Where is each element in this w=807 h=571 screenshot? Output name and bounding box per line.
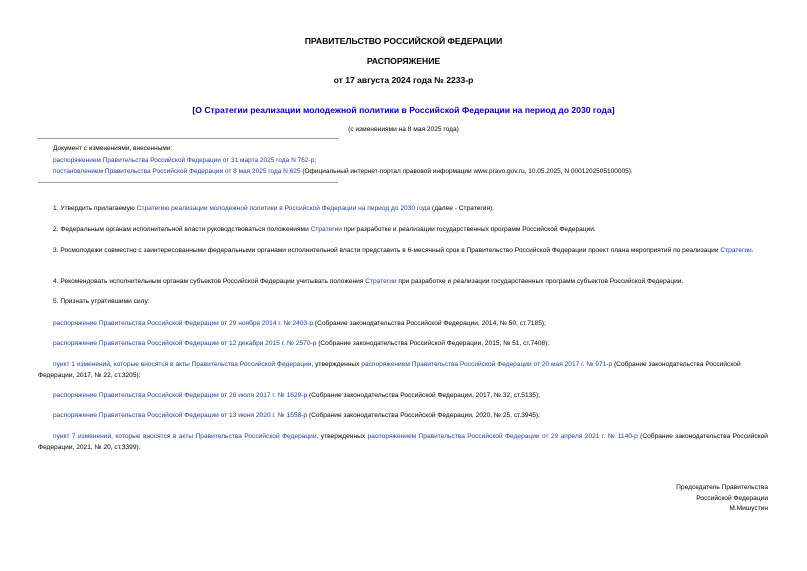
paragraph-text: (Собрание законодательства Российской Федерации, 2014, № 50, ст.7185);	[313, 320, 546, 327]
signature-name: М.Мишустин	[729, 505, 768, 512]
change-tail: (Официальный интернет-портал правовой информации www.pravo.gov.ru, 10.05.2025, N 0001202505100005).	[300, 168, 633, 175]
strategy-link[interactable]: Стратегию реализации молодежной политики в Российской Федерации на период до 2030 года	[136, 205, 431, 212]
repealed-link[interactable]: распоряжением Правительства Российской Федерации от 20 мая 2017 г. № 971-р	[361, 361, 613, 368]
paragraph-4	[38, 276, 768, 287]
paragraph-text: 1. Утвердить прилагаемую	[53, 205, 137, 212]
repealed-link[interactable]: распоряжение Правительства Российской Федерации от 13 июня 2020 г. № 1558-р	[53, 412, 308, 419]
paragraph-text: .	[751, 247, 754, 254]
repealed-item-2	[38, 338, 768, 349]
paragraph-5: 5. Признать утратившими силу:	[53, 298, 150, 305]
change-tail: ;	[314, 156, 317, 164]
paragraph-text: (Собрание законодательства Российской Федерации, 2021, № 20, ст.3399).	[38, 433, 768, 451]
paragraph-text: (далее - Стратегия).	[430, 205, 495, 212]
repealed-item-6	[38, 431, 768, 453]
change-link[interactable]: распоряжением Правительства Российской Федерации от 31 марта 2025 года N 762-р	[53, 156, 315, 164]
changes-block	[53, 143, 633, 178]
strategy-link[interactable]: Стратегии	[310, 226, 342, 233]
divider-bottom	[38, 182, 338, 183]
paragraph-text: 2. Федеральным органам исполнительной власти руководствоваться положениями	[53, 226, 311, 233]
repealed-link[interactable]: распоряжение Правительства Российской Федерации от 29 ноября 2014 г. № 2403-р	[53, 320, 314, 327]
changes-intro: Документ с изменениями, внесенными:	[53, 145, 173, 152]
paragraph-text: 3. Росмолодежи совместно с заинтересованными федеральными органами исполнительной власти представить в 6-месячный срок в Правительство Российской Федерации проект плана мероприятий по реализации	[53, 247, 721, 254]
change-link[interactable]: постановлением Правительства Российской Федерации от 8 мая 2025 года N 625	[53, 168, 301, 175]
title-close-bracket: ]	[611, 105, 615, 115]
change-item	[53, 155, 633, 167]
paragraph-1	[38, 203, 768, 214]
strategy-link[interactable]: Стратегии	[365, 278, 397, 285]
repealed-item-1	[38, 318, 768, 329]
edition-note: (с изменениями на 8 мая 2025 года)	[348, 126, 459, 133]
repealed-item-4	[38, 390, 768, 401]
date-number-heading: от 17 августа 2024 года № 2233-р	[333, 75, 474, 85]
repealed-link[interactable]: пункт 1 изменений, которые вносятся в акты Правительства Российской Федерации	[53, 361, 312, 368]
repealed-item-3	[38, 359, 768, 381]
paragraph-3	[38, 245, 768, 256]
paragraph-text: при разработке и реализации государственных программ Российской Федерации.	[341, 226, 596, 233]
divider-top	[38, 138, 338, 139]
paragraph-text: (Собрание законодательства Российской Федерации, 2015, № 51, ст.7408);	[316, 340, 550, 347]
signature-position-2: Российской Федерации	[696, 494, 768, 502]
paragraph-text: (Собрание законодательства Российской Федерации, 2020, № 25, ст.3945);	[307, 412, 540, 419]
signature-position: Председатель Правительства	[676, 484, 768, 491]
document-title	[0, 105, 807, 115]
paragraph-text: , утвержденных	[311, 361, 362, 368]
paragraph-text: 4. Рекомендовать исполнительным органам субъектов Российской Федерации учитывать положения	[53, 278, 366, 285]
title-open-bracket: [О	[192, 105, 205, 115]
paragraph-text: (Собрание законодательства Российской Федерации, 2017, № 32, ст.5135);	[307, 392, 541, 399]
strategy-link[interactable]: Стратегии	[720, 247, 752, 254]
government-heading: ПРАВИТЕЛЬСТВО РОССИЙСКОЙ ФЕДЕРАЦИИ	[304, 36, 503, 46]
title-link[interactable]: Стратегии реализации молодежной политики в Российской Федерации на период до 2030 года	[204, 105, 612, 115]
signature-block	[676, 483, 768, 515]
doc-type-heading: РАСПОРЯЖЕНИЕ	[366, 56, 441, 66]
change-item	[53, 166, 633, 178]
repealed-item-5	[38, 410, 768, 421]
repealed-link[interactable]: распоряжением Правительства Российской Федерации от 29 апреля 2021 г. № 1140-р	[367, 433, 638, 440]
paragraph-2	[38, 224, 768, 235]
paragraph-text: , утвержденных	[316, 433, 368, 440]
repealed-link[interactable]: пункт 7 изменений, которые вносятся в акты Правительства Российской Федерации	[53, 433, 317, 440]
paragraph-text: при разработке и реализации государственных программ субъектов Российской Федерации.	[396, 278, 684, 285]
repealed-link[interactable]: распоряжение Правительства Российской Федерации от 12 декабря 2015 г. № 2570-р	[53, 340, 317, 347]
repealed-link[interactable]: распоряжение Правительства Российской Федерации от 28 июля 2017 г. № 1629-р	[53, 392, 308, 399]
paragraph-text: (Собрание законодательства Российской Федерации, 2017, № 22, ст.3205);	[38, 361, 741, 379]
